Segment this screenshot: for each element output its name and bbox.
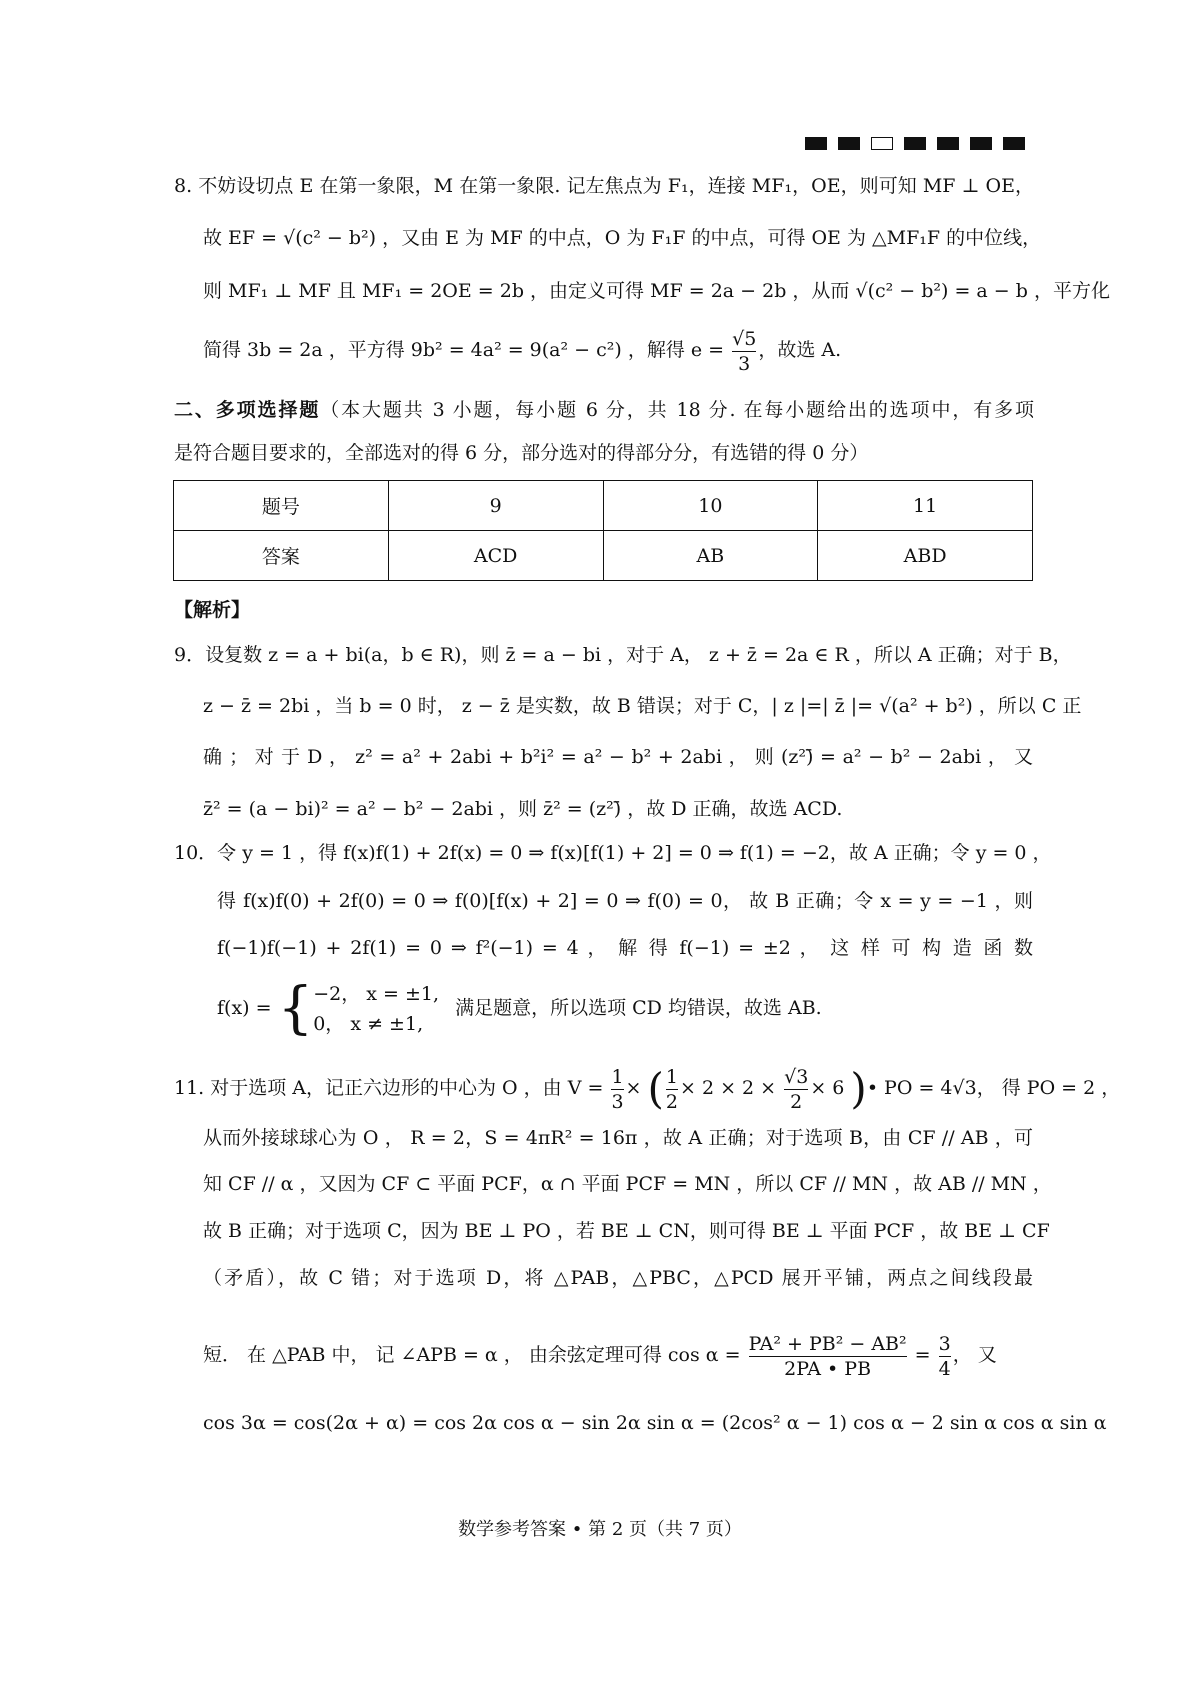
q11-times-six: × 6 [810,1077,851,1099]
table-row-answers [174,531,1033,581]
table-cell: 9 [388,481,603,531]
header-mark [970,137,992,150]
table-cell: 题号 [174,481,389,531]
fraction-denominator: 2 [665,1090,678,1113]
cosine-fraction [749,1332,907,1381]
section-2-header [174,395,1034,425]
q11-line-6-text: 短． 在 △PAB 中， 记 ∠APB = α ， 由余弦定理可得 cos α = [203,1344,747,1366]
fraction-numerator: PA² + PB² − AB² [748,1332,907,1355]
header-mark [937,137,959,150]
q11-line-1-tail: • PO = 4√3， 得 PO = 2 ， [866,1077,1121,1099]
fraction-numerator: 3 [938,1332,951,1355]
q10-line-4 [217,978,1033,1039]
fraction-denominator: 3 [611,1090,624,1113]
q11-line-1 [174,1058,1121,1118]
left-paren: ( [647,1064,664,1113]
header-mark [805,137,827,150]
eccentricity-fraction [732,327,756,376]
right-paren: ) [850,1064,867,1113]
q11-line-4: 故 B 正确；对于选项 C，因为 BE ⊥ PO ，若 BE ⊥ CN，则可得 BE ⊥ 平面 PCF ，故 BE ⊥ CF [203,1220,1050,1242]
header-mark [904,137,926,150]
analysis-title: 【解析】 [174,599,251,621]
table-cell: ACD [388,531,603,581]
table-cell: ABD [818,531,1033,581]
fraction [611,1065,623,1114]
q10-line-2: 得 f(x)f(0) + 2f(0) = 0 ⇒ f(0)[f(x) + 2] = 0 ⇒ f(0) = 0， 故 B 正确；令 x = y = −1 ，则 [217,890,1033,912]
table-cell: 答案 [174,531,389,581]
q8-line-4-text: 简得 3b = 2a ，平方得 9b² = 4a² = 9(a² − c²) ，解得 e = [203,339,731,361]
table-cell: 10 [603,481,818,531]
fraction-numerator: 1 [611,1065,624,1088]
q9-line-3: 确 ； 对 于 D ， z² = a² + 2abi + b²i² = a² − b² + 2abi ， 则 (z²)̄ = a² − b² − 2abi ， 又 [203,746,1033,768]
q10-line-3: f(−1)f(−1) + 2f(1) = 0 ⇒ f²(−1) = 4 ， 解 得 f(−1) = ±2 ， 这 样 可 构 造 函 数 [217,937,1033,959]
fraction-denominator: 2 [790,1090,803,1113]
q9-line-4: z̄² = (a − bi)² = a² − b² − 2abi ，则 z̄² = (z²)̄ ，故 D 正确，故选 ACD. [203,798,843,820]
fraction-numerator: 1 [665,1065,678,1088]
case-2: 0， x ≠ ±1, [313,1013,424,1035]
q8-line-4 [203,325,1033,376]
answer-table [173,480,1033,581]
fraction [939,1332,951,1381]
q8-line-1: 8. 不妨设切点 E 在第一象限，M 在第一象限. 记左焦点为 F₁，连接 MF₁，OE，则可知 MF ⊥ OE， [174,175,1034,197]
section-2-title: 二、多项选择题 [174,399,321,421]
fraction-denominator: 3 [738,352,751,375]
q8-line-3: 则 MF₁ ⊥ MF 且 MF₁ = 2OE = 2b ，由定义可得 MF = 2a − 2b ，从而 √(c² − b²) = a − b ，平方化 [203,280,1110,302]
q8-line-2: 故 EF = √(c² − b²) ，又由 E 为 MF 的中点，O 为 F₁F 的中点，可得 OE 为 △MF₁F 的中位线， [203,227,1042,249]
q11-line-2: 从而外接球球心为 O ， R = 2，S = 4πR² = 16π ，故 A 正确；对于选项 B，由 CF // AB ，可 [203,1127,1033,1149]
equals-sign: = [908,1344,937,1366]
q8-line-4-tail: ，故选 A. [758,339,842,361]
table-row-header [174,481,1033,531]
section-2-desc-1: （本大题共 3 小题，每小题 6 分，共 18 分. 在每小题给出的选项中，有多项 [320,399,1034,421]
fraction-numerator: √5 [732,327,757,350]
fraction-numerator: √3 [784,1065,809,1088]
q10-function-def: f(x) = [217,997,278,1019]
q9-line-2: z − z̄ = 2bi ，当 b = 0 时， z − z̄ 是实数，故 B 错误；对于 C，| z |=| z̄ |= √(a² + b²) ，所以 C 正 [203,695,1082,717]
q11-line-1-text: 11. 对于选项 A，记正六边形的中心为 O ，由 V = [174,1077,610,1099]
table-cell: 11 [818,481,1033,531]
page-footer: 数学参考答案 • 第 2 页（共 7 页） [458,1519,742,1540]
table-cell: AB [603,531,818,581]
fraction-denominator: 4 [938,1357,951,1380]
header-mark [1003,137,1025,150]
q10-line-4-tail: 满足题意，所以选项 CD 均错误，故选 AB. [455,997,822,1019]
q11-line-7: cos 3α = cos(2α + α) = cos 2α cos α − sin 2α sin α = (2cos² α − 1) cos α − 2 sin α cos α sin α [203,1412,1107,1434]
q11-line-6-tail: ， 又 [952,1344,997,1366]
fraction-denominator: 2PA • PB [784,1357,872,1380]
header-marks [805,137,1025,151]
q11-product: × 2 × 2 × [679,1077,783,1099]
case-1: −2， x = ±1, [313,983,440,1005]
header-mark [838,137,860,150]
fraction [784,1065,808,1114]
q11-line-5: （矛盾），故 C 错；对于选项 D，将 △PAB，△PBC，△PCD 展开平铺，两点之间线段最 [203,1267,1033,1289]
q11-line-6 [203,1325,1033,1385]
left-brace: { [277,976,314,1041]
piecewise-cases [313,979,439,1039]
q9-line-1: 9．设复数 z = a + bi(a，b ∈ R)，则 z̄ = a − bi ，对于 A， z + z̄ = 2a ∈ R ，所以 A 正确；对于 B， [174,644,1072,666]
q10-line-1: 10．令 y = 1 ，得 f(x)f(1) + 2f(x) = 0 ⇒ f(x)[f(1) + 2] = 0 ⇒ f(1) = −2，故 A 正确；令 y = 0 ， [174,842,1052,864]
header-mark-hollow [871,137,893,150]
q11-line-3: 知 CF // α ，又因为 CF ⊂ 平面 PCF，α ∩ 平面 PCF = MN ，所以 CF // MN ，故 AB // MN ， [203,1173,1052,1195]
fraction [666,1065,678,1114]
q11-times: × [625,1077,648,1099]
section-2-desc-2: 是符合题目要求的，全部选对的得 6 分，部分选对的得部分分，有选错的得 0 分） [174,442,869,464]
